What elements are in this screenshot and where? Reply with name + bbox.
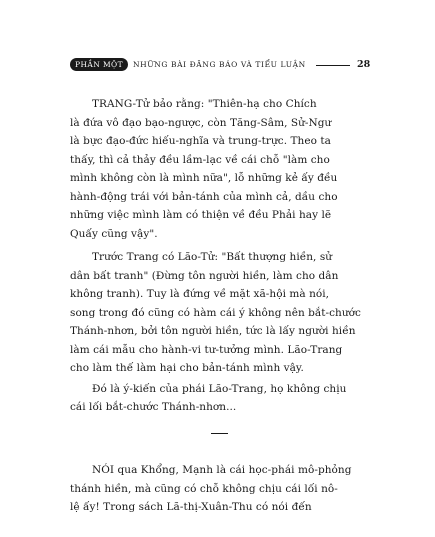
- section-badge: PHẦN MỘT: [70, 58, 128, 71]
- text-line: cho làm thế làm hại cho bản-tánh mình vậy.: [70, 362, 304, 374]
- text-line: không tranh). Tuy là đứng về mặt xã-hội mà nói,: [70, 288, 330, 300]
- text-line: NÓI qua Khổng, Mạnh là cái học-phái mô-phỏng: [92, 464, 352, 476]
- page-number: 28: [357, 59, 371, 70]
- running-header-title: NHỮNG BÀI ĐĂNG BÁO VÀ TIỂU LUẬN: [133, 60, 306, 69]
- section-separator: [211, 433, 228, 434]
- text-line: dân bất tranh" (Đừng tôn người hiền, làm cho dân: [70, 270, 339, 282]
- text-line: TRANG-Tử bảo rằng: "Thiên-hạ cho Chích: [92, 98, 317, 110]
- text-line: mình không còn là mình nữa", lỗ những kẻ ấy đều: [70, 172, 338, 184]
- text-line: Trước Trang có Lão-Tử: "Bất thượng hiền, sử: [92, 251, 333, 263]
- text-line: Đó là ý-kiến của phái Lão-Trang, họ không chịu: [92, 383, 347, 395]
- text-line: hành-động trái với bản-tánh của mình cả, dầu cho: [70, 191, 338, 203]
- text-line: thấy, thì cả thảy đều lầm-lạc về cái chỗ "làm cho: [70, 154, 330, 166]
- text-line: Quấy cũng vậy".: [70, 228, 158, 240]
- text-line: là đứa vô đạo bạo-ngược, còn Tăng-Sâm, Sử-Ngư: [70, 117, 332, 129]
- text-line: cái lối bắt-chước Thánh-nhơn...: [70, 401, 237, 413]
- text-line: song trong đó cũng có hàm cái ý không nên bắt-chước: [70, 307, 361, 319]
- text-line: những việc mình làm có thiện về đều Phải hay lẽ: [70, 209, 332, 221]
- text-line: làm cái mẫu cho hành-vi tư-tưởng mình. Lão-Trang: [70, 344, 343, 356]
- text-line: là bực đạo-đức hiếu-nghĩa và trung-trực. Theo ta: [70, 135, 331, 147]
- running-header: [70, 58, 370, 72]
- header-rule: [316, 65, 350, 66]
- text-line: Thánh-nhơn, bởi tôn người hiền, tức là lấy người hiền: [70, 325, 356, 337]
- text-line: lệ ấy! Trong sách Lã-thị-Xuân-Thu có nói đến: [70, 501, 312, 513]
- text-line: thánh hiền, mà cũng có chỗ không chịu cái lối nô-: [70, 483, 338, 495]
